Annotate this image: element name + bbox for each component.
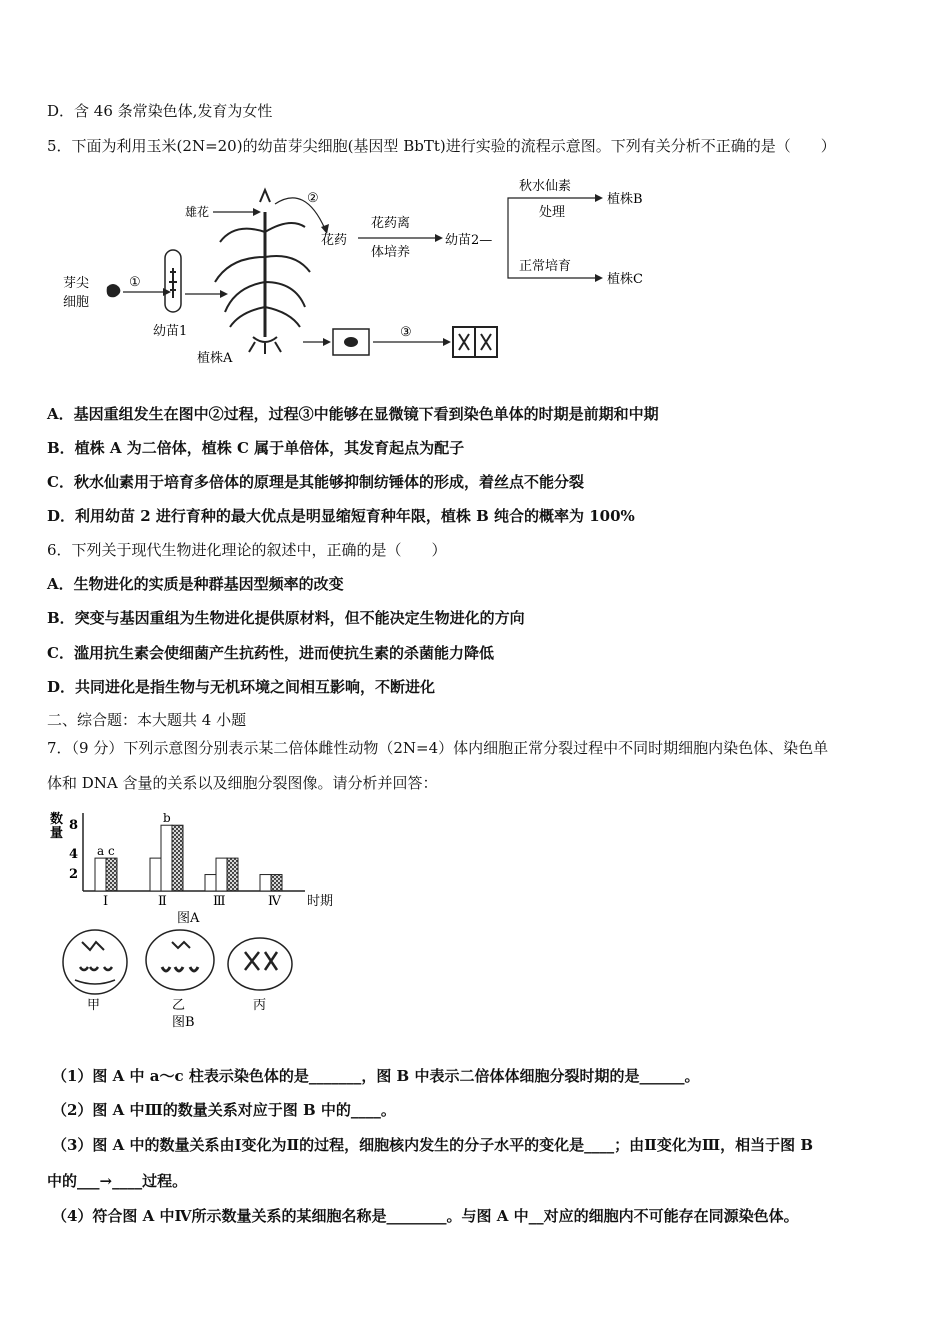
cell-yi-icon (146, 930, 214, 990)
bar-label-a: a (97, 844, 105, 859)
cell-jia-icon (63, 930, 127, 994)
x-tick-2: Ⅱ (158, 894, 167, 909)
step-1-label: ① (129, 275, 141, 290)
q7-stem-line-1: 7．（9 分）下列示意图分别表示某二倍体雌性动物（2N=4）体内细胞正常分裂过程中不同时期细胞内染色体、染色单 (47, 739, 829, 757)
colchicine-label-2: 处理 (539, 205, 566, 220)
figure-b-cells (60, 922, 310, 1032)
bar-a-4 (260, 875, 271, 891)
plant-b-label: 植株B (607, 192, 643, 207)
x-tick-4: Ⅳ (268, 894, 281, 909)
seedling-1-label: 幼苗1 (153, 324, 188, 339)
q4-option-d: D．含 46 条常染色体,发育为女性 (47, 102, 273, 120)
section-2-title: 二、综合题：本大题共 4 小题 (47, 711, 247, 729)
bar-label-c: c (108, 844, 115, 859)
bar-c-1 (106, 858, 117, 891)
bar-a-2 (150, 858, 161, 891)
bar-a-3 (205, 875, 216, 891)
anther-label: 花药 (321, 233, 348, 248)
plant-a-label: 植株A (197, 351, 233, 366)
y-axis-label-1: 数 (50, 812, 64, 827)
y-tick-8: 8 (69, 818, 79, 833)
q6-option-a: A．生物进化的实质是种群基因型频率的改变 (47, 575, 344, 593)
cell-jia-label: 甲 (87, 998, 101, 1013)
bar-a-1 (95, 858, 106, 891)
figure-b-caption: 图B (172, 1015, 195, 1030)
cell-bing-icon (228, 938, 292, 990)
q5-flow-diagram (55, 172, 675, 372)
x-tick-3: Ⅲ (213, 894, 226, 909)
step-2-label: ② (307, 191, 319, 206)
q7-stem-line-2: 体和 DNA 含量的关系以及细胞分裂图像。请分析并回答： (47, 774, 438, 792)
step-3-label: ③ (400, 325, 412, 340)
bar-c-2 (172, 825, 183, 891)
figure-a-caption: 图A (177, 911, 200, 926)
colchicine-label-1: 秋水仙素 (519, 179, 572, 194)
y-tick-2: 2 (69, 867, 79, 882)
q5-option-d: D．利用幼苗 2 进行育种的最大优点是明显缩短育种年限，植株 B 纯合的概率为 100% (47, 507, 635, 525)
q6-option-b: B．突变与基因重组为生物进化提供原材料，但不能决定生物进化的方向 (47, 609, 525, 627)
culture-label-1: 花药离 (371, 216, 411, 231)
q5-option-a: A．基因重组发生在图中②过程，过程③中能够在显微镜下看到染色单体的时期是前期和中期 (47, 405, 659, 423)
figure-a-chart (45, 805, 355, 930)
bud-cell-label-2: 细胞 (63, 295, 90, 310)
q6-option-d: D．共同进化是指生物与无机环境之间相互影响，不断进化 (47, 678, 436, 696)
x-axis-label: 时期 (307, 894, 334, 909)
q6-option-c: C．滥用抗生素会使细菌产生抗药性，进而使抗生素的杀菌能力降低 (47, 644, 494, 662)
cell-bing-label: 丙 (253, 998, 267, 1013)
q7-sub-4: （4）符合图 A 中Ⅳ所示数量关系的某细胞名称是________。与图 A 中__对应的细胞内不可能存在同源染色体。 (52, 1207, 799, 1225)
bar-c-3 (227, 858, 238, 891)
q7-sub-1: （1）图 A 中 a～c 柱表示染色体的是_______，图 B 中表示二倍体体细胞分裂时期的是______。 (52, 1067, 700, 1085)
normal-culture-label: 正常培育 (519, 259, 572, 274)
q5-stem: 5．下面为利用玉米(2N=20)的幼苗芽尖细胞(基因型 BbTt)进行实验的流程示意图。下列有关分析不正确的是（ ） (47, 137, 836, 155)
q7-sub-2: （2）图 A 中Ⅲ的数量关系对应于图 B 中的____。 (52, 1101, 396, 1119)
q5-option-c: C．秋水仙素用于培育多倍体的原理是其能够抑制纺锤体的形成，着丝点不能分裂 (47, 473, 584, 491)
plant-c-label: 植株C (607, 272, 643, 287)
bar-b-3 (216, 858, 227, 891)
q7-sub-3-cont: 中的___→____过程。 (47, 1172, 188, 1190)
x-tick-1: Ⅰ (103, 894, 109, 909)
bar-b-2 (161, 825, 172, 891)
q5-option-b: B．植株 A 为二倍体，植株 C 属于单倍体，其发育起点为配子 (47, 439, 465, 457)
culture-label-2: 体培养 (371, 245, 411, 260)
bar-label-b: b (163, 811, 171, 826)
bar-c-4 (271, 875, 282, 891)
male-flower-label: 雄花 (185, 205, 210, 219)
y-tick-4: 4 (69, 847, 79, 862)
bud-cell-icon (107, 284, 121, 297)
cell-yi-label: 乙 (172, 998, 186, 1013)
y-axis-label-2: 量 (50, 826, 64, 841)
plant-a-icon (215, 190, 310, 354)
seedling-2-label: 幼苗2— (445, 233, 493, 248)
bud-cell-label-1: 芽尖 (63, 276, 90, 291)
q6-stem: 6．下列关于现代生物进化理论的叙述中，正确的是（ ） (47, 541, 447, 559)
q7-sub-3: （3）图 A 中的数量关系由Ⅰ变化为Ⅱ的过程，细胞核内发生的分子水平的变化是____；由Ⅱ变化为Ⅲ，相当于图 B (52, 1136, 813, 1154)
